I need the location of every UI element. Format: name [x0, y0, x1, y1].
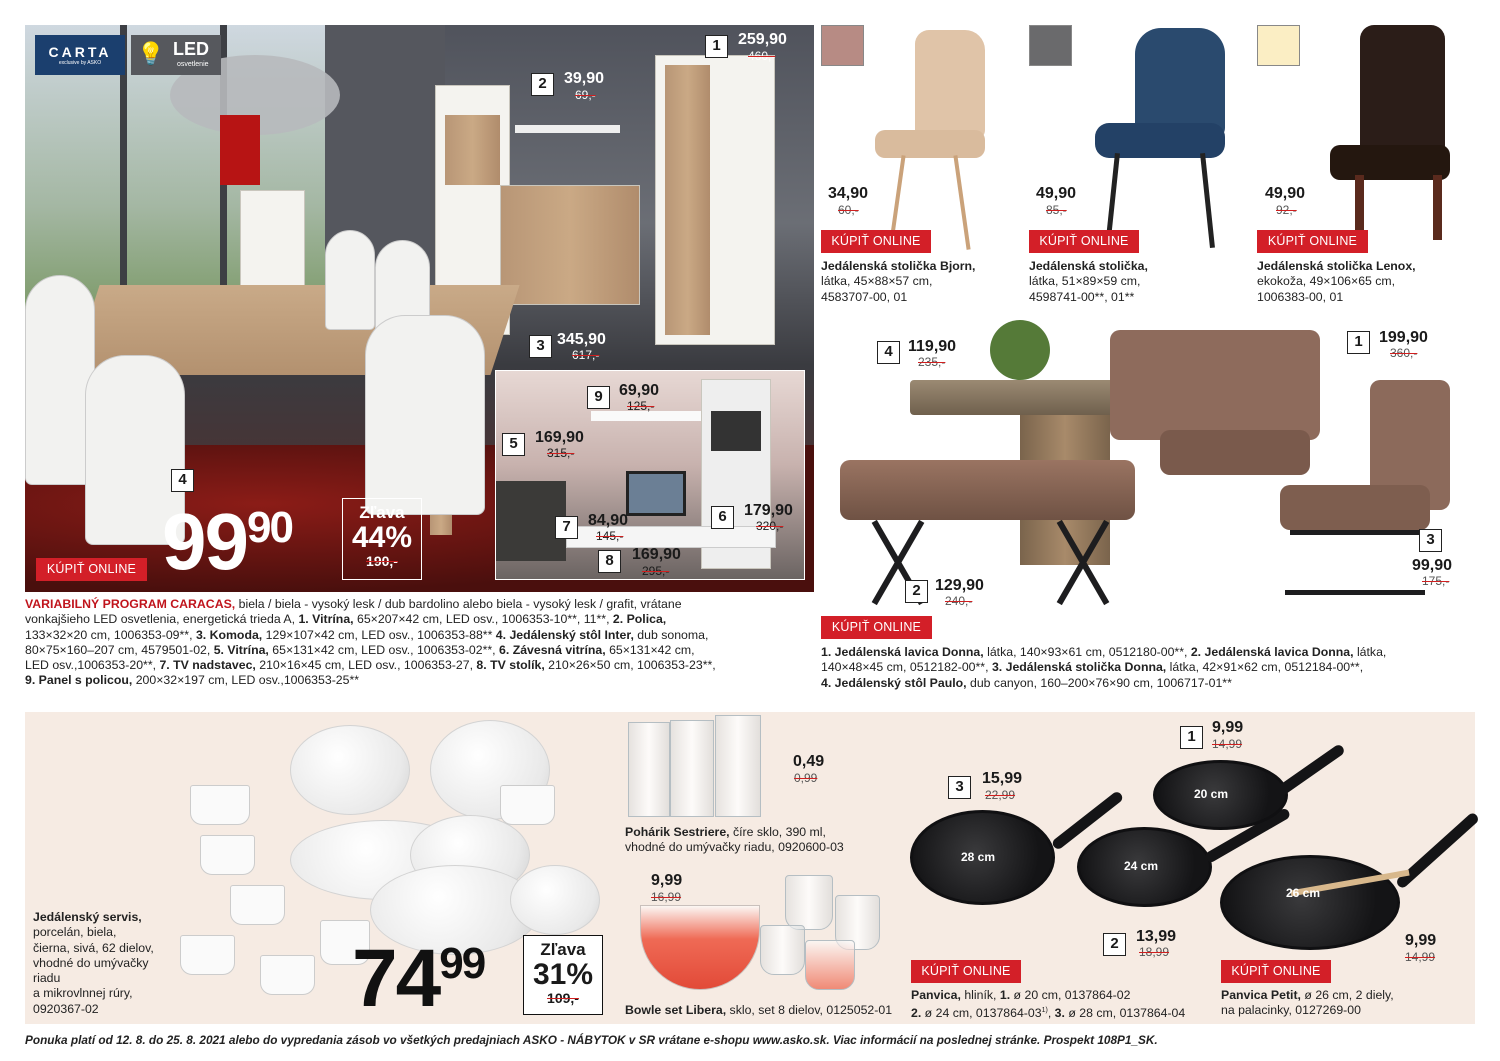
polica-shelf — [515, 125, 620, 133]
chair-description: Jedálenská stolička Bjorn, látka, 45×88×57 cm, 4583707-00, 01 — [821, 259, 976, 304]
item-number-badge: 3 — [948, 776, 971, 799]
price: 259,90 — [738, 31, 787, 48]
price: 169,90 — [632, 546, 681, 563]
big-price-dec: 99 — [439, 939, 485, 988]
item-number-badge: 4 — [171, 469, 194, 492]
dinner-set-description: Jedálenský servis, porcelán, biela, čierna, sivá, 62 dielov, vhodné do umývačky riadu a mikrovlnnej rúry, 0920367-02 — [33, 910, 154, 1016]
price: 199,90 — [1379, 329, 1428, 346]
old-price: 617,- — [572, 348, 600, 362]
price: 13,99 — [1136, 928, 1177, 945]
big-price — [352, 933, 485, 1024]
price: 84,90 — [588, 512, 629, 529]
bowle-glass — [785, 875, 833, 930]
donna-bench — [840, 460, 1135, 520]
buy-online-button[interactable]: KÚPIŤ ONLINE — [821, 230, 931, 253]
item-number-badge: 2 — [905, 580, 928, 603]
cup — [230, 885, 285, 925]
lamp-icon: 💡 — [137, 41, 165, 66]
price: 179,90 — [744, 502, 793, 519]
price: 9,99 — [1405, 932, 1437, 949]
plant — [990, 320, 1050, 380]
tumbler-glass — [670, 720, 714, 817]
old-price: 240,- — [945, 594, 973, 608]
old-price: 125,- — [627, 399, 655, 413]
old-price: 14,99 — [1212, 737, 1243, 751]
price: 169,90 — [535, 429, 584, 446]
crepe-pan-26 — [1220, 855, 1400, 950]
old-price: 85,- — [1046, 203, 1067, 217]
old-price: 69,- — [575, 88, 596, 102]
cup — [200, 835, 255, 875]
pan-size-label: 26 cm — [1286, 886, 1321, 900]
cup — [180, 935, 235, 975]
blue-chair-image — [1095, 28, 1235, 253]
color-swatch — [1029, 25, 1072, 66]
old-price: 16,99 — [651, 890, 682, 904]
old-price: 0,99 — [794, 771, 818, 785]
donna-bench-back — [1110, 330, 1320, 440]
price: 119,90 — [908, 338, 957, 355]
bowle-glass — [760, 925, 805, 975]
item-number-badge: 1 — [705, 35, 728, 58]
old-price: 18,99 — [1139, 945, 1170, 959]
item-number-badge: 2 — [1103, 933, 1126, 956]
old-price: 295,- — [642, 564, 670, 578]
discount-box: Zľava 44% 190,- — [342, 498, 422, 580]
item-number-badge: 6 — [711, 506, 734, 529]
led-badge: 💡 LED osvetlenie — [131, 35, 221, 75]
chair-description: Jedálenská stolička Lenox, ekokoža, 49×106×65 cm, 1006383-00, 01 — [1257, 259, 1416, 304]
komoda — [500, 185, 640, 305]
donna-description: 1. Jedálenská lavica Donna, látka, 140×93×61 cm, 0512180-00**, 2. Jedálenská lavica Donna, látka, 140×48×45 cm, 0512182-00**, 3. Jedálenská stolička Donna, látka, 42×91×62 cm, 0512184-00**, 4. Jedálenský stôl Paulo, dub canyon, 160–200×76×90 cm, 1006717-01** — [821, 645, 1387, 690]
price: 69,90 — [619, 382, 660, 399]
big-price-dec: 90 — [246, 503, 292, 552]
price: 99,90 — [1412, 557, 1453, 574]
bowle-description: Bowle set Libera, sklo, set 8 dielov, 0125052-01 — [625, 1003, 893, 1017]
price: 9,99 — [1212, 719, 1244, 736]
buy-online-button[interactable]: KÚPIŤ ONLINE — [1029, 230, 1139, 253]
tumbler-glass — [628, 722, 670, 817]
old-price: 315,- — [547, 446, 575, 460]
old-price: 320,- — [756, 519, 784, 533]
cup — [500, 785, 555, 825]
item-number-badge: 5 — [502, 433, 525, 456]
buy-online-button[interactable]: KÚPIŤ ONLINE — [821, 616, 932, 639]
big-price-int: 74 — [352, 933, 440, 1024]
carta-logo: CARTA exclusive by ASKO — [35, 35, 125, 75]
item-number-badge: 8 — [598, 550, 621, 573]
buy-online-button[interactable]: KÚPIŤ ONLINE — [911, 960, 1021, 983]
price: 39,90 — [564, 70, 605, 87]
bowle-glass — [805, 940, 855, 990]
pan-description: Panvica, hliník, 1. ø 20 cm, 0137864-02 2. ø 24 cm, 0137864-03$^{1)}$, 3. ø 28 cm, 0137864-04 — [911, 988, 1186, 1021]
item-number-badge: 2 — [531, 73, 554, 96]
price: 0,49 — [793, 753, 825, 770]
buy-online-button[interactable]: KÚPIŤ ONLINE — [1257, 230, 1368, 253]
old-price: 60,- — [838, 203, 859, 217]
old-price: 14,99 — [1405, 950, 1436, 964]
old-price: 460,- — [748, 49, 776, 63]
color-swatch — [821, 25, 864, 66]
old-price: 235,- — [918, 355, 946, 369]
buy-online-button[interactable]: KÚPIŤ ONLINE — [1221, 960, 1331, 983]
price: 49,90 — [1265, 185, 1306, 202]
price: 129,90 — [935, 577, 984, 594]
pan-size-label: 24 cm — [1124, 859, 1159, 873]
item-number-badge: 1 — [1347, 331, 1370, 354]
tv-screen — [626, 471, 686, 516]
white-chair — [365, 315, 485, 515]
old-price: 92,- — [1276, 203, 1297, 217]
glass-description: Pohárik Sestriere, číre sklo, 390 ml, vhodné do umývačky riadu, 0920600-03 — [625, 825, 844, 855]
discount-box: Zľava 31% 109,- — [523, 935, 603, 1015]
big-price — [162, 497, 292, 586]
caracas-description: VARIABILNÝ PROGRAM CARACAS, biela / biela - vysoký lesk / dub bardolino alebo biela - vysoký lesk / grafit, vrátane vonkajšieho LED osvetlenia, energetická trieda A, 1. Vitrína, 65×207×42 cm, LED osv., 1006353-10**, 11**, 2. Polica, 133×32×20 cm, 1006353-09**, 3. Komoda, 129×107×42 cm, LED osv., 1006353-88** 4. Jedálenský stôl Inter, dub sonoma, 80×75×160–207 cm, 4579501-02, 5. Vitrína, 65×131×42 cm, LED osv., 1006353-02**, 6. Závesná vitrína, 65×131×42 cm, LED osv.,1006353-20**, 7. TV nadstavec, 210×16×45 cm, LED osv., 1006353-27, 8. TV stolík, 210×26×50 cm, 1006353-23**, 9. Panel s policou, 200×32×197 cm, LED osv.,1006353-25** — [25, 597, 716, 688]
price: 49,90 — [1036, 185, 1077, 202]
item-number-badge: 9 — [587, 386, 610, 409]
item-number-badge: 1 — [1180, 726, 1203, 749]
color-swatch — [1257, 25, 1300, 66]
old-price: 22,99 — [985, 788, 1016, 802]
carta-logo-text: CARTA — [48, 44, 112, 60]
lenox-chair-image — [1330, 25, 1470, 250]
white-chair — [325, 230, 375, 330]
price: 9,99 — [651, 872, 683, 889]
price: 345,90 — [557, 331, 606, 348]
pan-size-label: 28 cm — [961, 850, 996, 864]
item-number-badge: 7 — [555, 516, 578, 539]
pan-size-label: 20 cm — [1194, 787, 1229, 801]
cup — [260, 955, 315, 995]
tumbler-glass — [715, 715, 761, 817]
big-price-int: 99 — [162, 497, 247, 586]
item-number-badge: 3 — [529, 335, 552, 358]
item-number-badge: 3 — [1419, 529, 1442, 552]
price: 34,90 — [828, 185, 869, 202]
price: 15,99 — [982, 770, 1023, 787]
buy-online-button[interactable]: KÚPIŤ ONLINE — [36, 558, 147, 581]
chair-description: Jedálenská stolička, látka, 51×89×59 cm, 4598741-00**, 01** — [1029, 259, 1148, 304]
petit-description: Panvica Petit, ø 26 cm, 2 diely, na palacinky, 0127269-00 — [1221, 988, 1394, 1018]
offer-footer: Ponuka platí od 12. 8. do 25. 8. 2021 alebo do vypredania zásob vo všetkých predajniach ASKO - NÁBYTOK v SR vrátane e-shopu www.asko.sk. Viac informácií na poslednej stránke. Prospekt 108P1_SK. — [25, 1033, 1158, 1047]
old-price: 175,- — [1422, 574, 1450, 588]
cup — [190, 785, 250, 825]
item-number-badge: 4 — [877, 341, 900, 364]
bjorn-chair-image — [875, 30, 1005, 250]
old-price: 145,- — [596, 529, 624, 543]
old-price: 360,- — [1390, 346, 1418, 360]
